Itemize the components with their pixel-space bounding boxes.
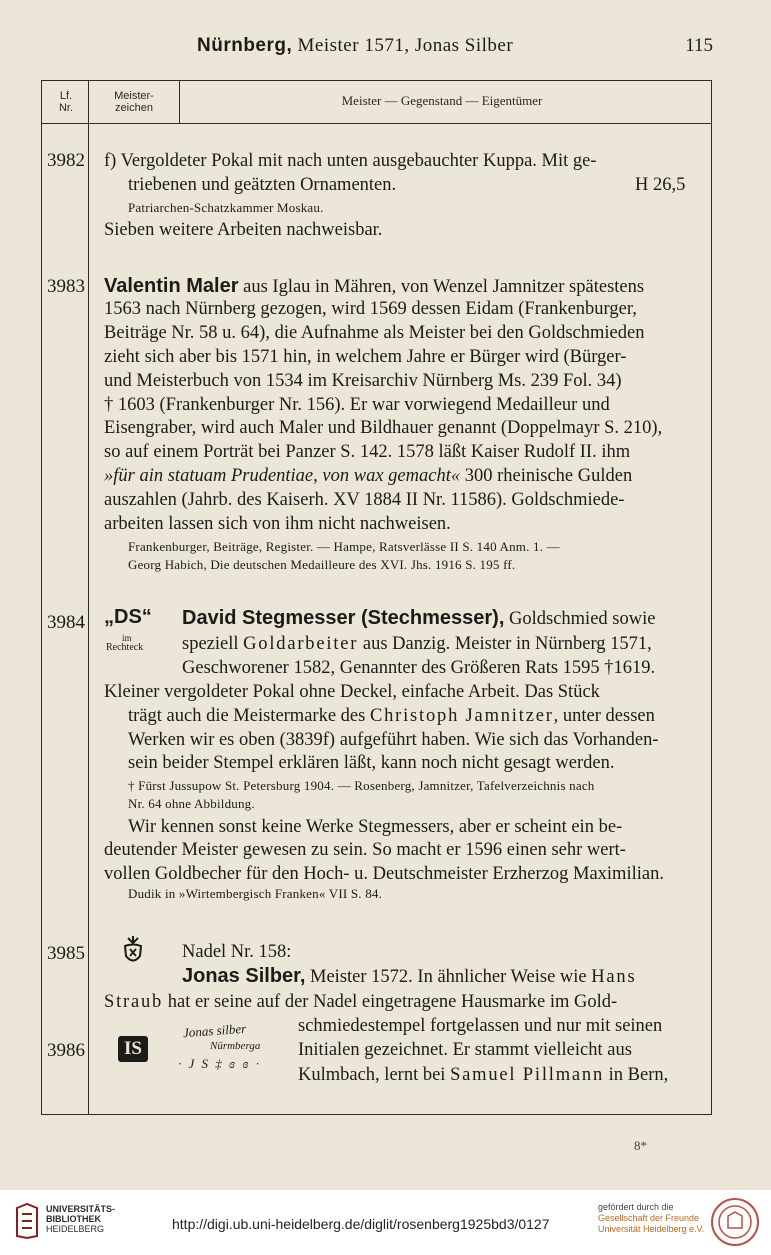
permalink[interactable]: http://digi.ub.uni-heidelberg.de/diglit/rosenberg1925bd3/0127 [172, 1216, 550, 1232]
height-value: H 26,5 [635, 175, 686, 195]
page-number: 115 [685, 35, 713, 56]
signature-mark: 8* [634, 1138, 647, 1153]
text-line: Sieben weitere Arbeiten nachweisbar. [104, 220, 383, 240]
col-head-mark: Meister- zeichen [114, 90, 154, 114]
master-name: Valentin Maler [104, 275, 239, 297]
text-line: Eisengraber, wird auch Maler und Bildhauer genannt (Doppelmayr S. 210), [104, 418, 663, 438]
entry-number: 3986 [47, 1040, 85, 1061]
col-head-main: Meister — Gegenstand — Eigentümer [341, 93, 543, 108]
column-rule [179, 81, 180, 123]
text-line: auszahlen (Jahrb. des Kaiserh. XV 1884 II Nr. 11586). Goldschmiede- [104, 490, 625, 510]
entry-number: 3983 [47, 276, 85, 297]
italic-quote: »für ain statuam Prudentiae, von wax gemacht« [104, 466, 461, 486]
house-mark-icon [120, 934, 146, 966]
text-line: vollen Goldbecher für den Hoch- u. Deutschmeister Erzherzog Maximilian. [104, 864, 664, 884]
text-line: Valentin Maler aus Iglau in Mähren, von Wenzel Jamnitzer spätestens [104, 275, 645, 297]
handwritten-signature: Nürmberga [210, 1040, 261, 1052]
text-line: speziell Goldarbeiter aus Danzig. Meister in Nürnberg 1571, [182, 634, 652, 654]
text-line: und Meisterbuch von 1534 im Kreisarchiv Nürnberg Ms. 239 Fol. 34) [104, 371, 622, 391]
handwritten-signature: · J S ‡ ɞ ɞ · [178, 1056, 261, 1071]
column-rule [88, 81, 89, 1114]
text-line: David Stegmesser (Stechmesser), Goldschmied sowie [182, 607, 656, 629]
text-line: Werken wir es oben (3839f) aufgeführt haben. Wie sich das Vorhanden- [128, 730, 659, 750]
text-line: deutender Meister gewesen zu sein. So macht er 1596 einen sehr wert- [104, 840, 626, 860]
text-line: Beiträge Nr. 58 u. 64), die Aufnahme als Meister bei den Goldschmieden [104, 323, 645, 343]
maker-mark-ds: „DS“ [104, 606, 152, 628]
entry-number: 3985 [47, 943, 85, 964]
text-line: »für ain statuam Prudentiae, von wax gemacht« 300 rheinische Gulden [104, 466, 633, 486]
text-line: † 1603 (Frankenburger Nr. 156). Er war vorwiegend Medailleur und [104, 395, 610, 415]
source-ref: † Fürst Jussupow St. Petersburg 1904. — Rosenberg, Jamnitzer, Tafelverzeichnis nach [128, 778, 595, 793]
text-line: Nadel Nr. 158: [182, 942, 292, 962]
text-line: zieht sich aber bis 1571 hin, in welchem Jahre er Bürger wird (Bürger- [104, 347, 627, 367]
mark-note: im [122, 633, 132, 643]
text-line: schmiedestempel fortgelassen und nur mit seinen [298, 1016, 663, 1036]
col-head-nr: Lf. Nr. [58, 90, 74, 114]
text-line: 1563 nach Nürnberg gezogen, wird 1569 dessen Eidam (Frankenburger, [104, 299, 637, 319]
funding-note: gefördert durch die Gesellschaft der Freunde Universität Heidelberg e.V. [598, 1202, 705, 1234]
text-line: arbeiten lassen sich von ihm nicht nachweisen. [104, 514, 451, 534]
text-line: f) Vergoldeter Pokal mit nach unten ausgebauchter Kuppa. Mit ge- [104, 151, 597, 171]
digital-library-footer [0, 1190, 771, 1255]
text-line: trägt auch die Meistermarke des Christoph Jamnitzer, unter dessen [128, 706, 655, 726]
master-name: David Stegmesser (Stechmesser), [182, 607, 505, 629]
text-line: Kulmbach, lernt bei Samuel Pillmann in Bern, [298, 1065, 669, 1085]
entry-number: 3982 [47, 150, 85, 171]
library-name: UNIVERSITÄTS- BIBLIOTHEK HEIDELBERG [46, 1204, 116, 1234]
mark-note: Rechteck [106, 642, 144, 653]
text-line: so auf einem Porträt bei Panzer S. 142. 1578 läßt Kaiser Rudolf II. ihm [104, 442, 631, 462]
running-header [0, 35, 771, 63]
source-ref: Frankenburger, Beiträge, Register. — Hampe, Ratsverlässe II S. 140 Anm. 1. — [128, 539, 560, 554]
handwritten-signature: Jonas silber [182, 1020, 247, 1041]
text-line: Straub hat er seine auf der Nadel eingetragene Hausmarke im Gold- [104, 992, 618, 1012]
header-rule [42, 123, 711, 124]
university-seal-icon [711, 1198, 759, 1246]
text-line: Wir kennen sonst keine Werke Stegmessers, aber er scheint ein be- [128, 817, 623, 837]
header-title: Nürnberg, Meister 1571, Jonas Silber [197, 35, 514, 56]
source-ref: Georg Habich, Die deutschen Medailleure des XVI. Jhs. 1916 S. 195 ff. [128, 557, 516, 572]
entry-number: 3984 [47, 612, 85, 633]
maker-mark-is: IS [118, 1036, 148, 1062]
text-line: Initialen gezeichnet. Er stammt vielleicht aus [298, 1040, 632, 1060]
source-ref: Nr. 64 ohne Abbildung. [128, 796, 255, 811]
text-line: Geschworener 1582, Genannter des Größeren Rats 1595 †1619. [182, 658, 656, 678]
text-line: sein beider Stempel erklären läßt, kann noch nicht gesagt werden. [128, 753, 615, 773]
text-line: Kleiner vergoldeter Pokal ohne Deckel, einfache Arbeit. Das Stück [104, 682, 600, 702]
source-ref: Dudik in »Wirtembergisch Franken« VII S. 84. [128, 886, 383, 901]
text-line: Jonas Silber, Meister 1572. In ähnlicher Weise wie Hans [182, 965, 637, 987]
text-line: triebenen und geätzten Ornamenten. [128, 175, 397, 195]
master-name: Jonas Silber, [182, 965, 306, 987]
source-ref: Patriarchen-Schatzkammer Moskau. [128, 200, 324, 215]
library-logo-icon [14, 1202, 40, 1240]
